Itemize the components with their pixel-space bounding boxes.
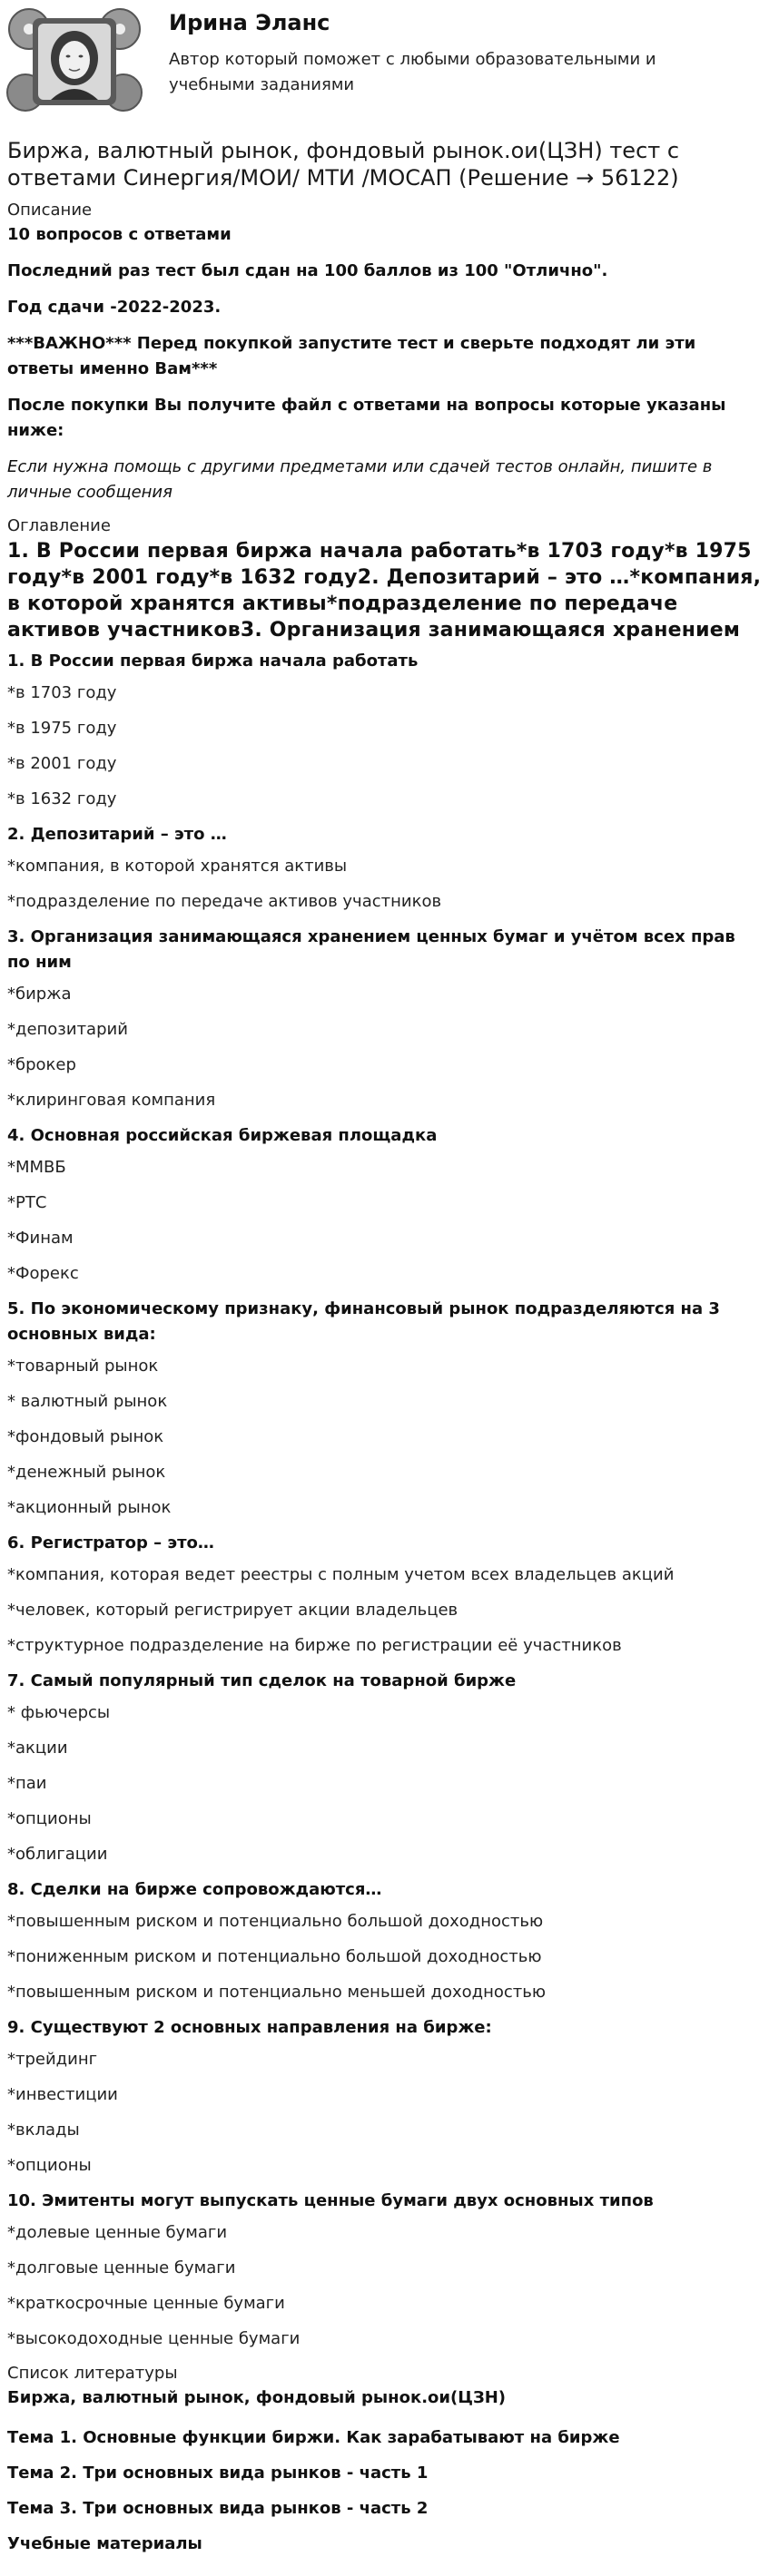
answer-option: *высокодоходные ценные бумаги: [7, 2329, 301, 2348]
answer-option: *подразделение по передаче активов участников: [7, 892, 442, 911]
answer-option: *денежный рынок: [7, 1463, 166, 1482]
answer-option: *вклады: [7, 2121, 80, 2140]
answer-option: *пониженным риском и потенциально большой доходностью: [7, 1947, 542, 1966]
answer-option: *акции: [7, 1739, 68, 1758]
answer-option: *акционный рынок: [7, 1498, 172, 1517]
author-description: Автор который поможет с любыми образовательными и учебными заданиями: [169, 50, 656, 94]
answer-option: *облигации: [7, 1845, 108, 1864]
answer-option: *долевые ценные бумаги: [7, 2223, 228, 2242]
answer-option: *компания, которая ведет реестры с полным учетом всех владельцев акций: [7, 1565, 675, 1584]
answer-option: *Форекс: [7, 1264, 79, 1283]
answer-option: *товарный рынок: [7, 1357, 159, 1376]
literature-section: [7, 2362, 762, 2557]
page-title: Биржа, валютный рынок, фондовый рынок.ои(ЦЗН) тест с ответами Синергия/МОИ/ МТИ /МОСАП (Решение → 56122): [7, 138, 680, 191]
answer-option: *опционы: [7, 1809, 92, 1828]
description-paragraph: ***ВАЖНО*** Перед покупкой запустите тест и сверьте подходят ли эти ответы именно Вам***: [7, 334, 696, 378]
answer-option: *в 1975 году: [7, 719, 117, 738]
description-paragraph: Год сдачи -2022-2023.: [7, 298, 222, 317]
answer-option: *трейдинг: [7, 2050, 98, 2069]
answer-option: *в 1703 году: [7, 683, 117, 702]
answer-option: * фьючерсы: [7, 1703, 111, 1722]
answer-option: *повышенным риском и потенциально меньшей доходностью: [7, 1983, 547, 2002]
answer-option: *клиринговая компания: [7, 1091, 216, 1110]
question-title: 2. Депозитарий – это …: [7, 825, 227, 844]
literature-item: Тема 2. Три основных вида рынков - часть 1: [7, 2463, 429, 2483]
answer-option: *структурное подразделение на бирже по регистрации её участников: [7, 1636, 622, 1655]
answer-option: *инвестиции: [7, 2085, 118, 2104]
answer-option: *опционы: [7, 2156, 92, 2175]
answer-option: *краткосрочные ценные бумаги: [7, 2294, 285, 2313]
question-title: 7. Самый популярный тип сделок на товарной бирже: [7, 1671, 517, 1690]
question-title: 3. Организация занимающаяся хранением ценных бумаг и учётом всех прав по ним: [7, 927, 735, 972]
main-content: [0, 137, 769, 2557]
question-title: 4. Основная российская биржевая площадка: [7, 1126, 438, 1145]
question-title: 9. Существуют 2 основных направления на бирже:: [7, 2018, 492, 2037]
question-title: 8. Сделки на бирже сопровождаются…: [7, 1880, 382, 1899]
answer-option: *компания, в которой хранятся активы: [7, 857, 348, 876]
description-note: Если нужна помощь с другими предметами или сдачей тестов онлайн, пишите в личные сообщения: [7, 457, 713, 502]
answer-option: *ММВБ: [7, 1158, 66, 1177]
description-paragraph: 10 вопросов с ответами: [7, 225, 232, 244]
toc-section: [7, 514, 762, 2352]
question-title: 6. Регистратор – это…: [7, 1533, 214, 1552]
question-title: 1. В России первая биржа начала работать: [7, 651, 419, 671]
literature-item: Тема 1. Основные функции биржи. Как зарабатывают на бирже: [7, 2428, 620, 2447]
avatar-photo-icon[interactable]: [5, 5, 143, 114]
answer-option: *депозитарий: [7, 1020, 128, 1039]
description-label: Описание: [7, 201, 93, 220]
question-title: 5. По экономическому признаку, финансовый рынок подразделяются на 3 основных вида:: [7, 1299, 720, 1344]
literature-item: Биржа, валютный рынок, фондовый рынок.ои(ЦЗН): [7, 2388, 507, 2407]
answer-option: *человек, который регистрирует акции владельцев: [7, 1601, 458, 1620]
answer-option: *в 2001 году: [7, 754, 117, 773]
literature-label: Список литературы: [7, 2364, 178, 2383]
answer-option: *РТС: [7, 1193, 47, 1212]
answer-option: *фондовый рынок: [7, 1427, 164, 1446]
description-paragraph: После покупки Вы получите файл с ответами на вопросы которые указаны ниже:: [7, 396, 726, 440]
answer-option: *в 1632 году: [7, 789, 117, 808]
answer-option: *Финам: [7, 1229, 74, 1248]
answer-option: *долговые ценные бумаги: [7, 2258, 236, 2277]
toc-heading: 1. В России первая биржа начала работать*в 1703 году*в 1975 году*в 2001 году*в 1632 году2. Депозитарий – это …*компания, в которой хранятся активы*подразделение по передаче активов участников3. Организация занимающаяся хранением: [7, 540, 762, 642]
literature-item: Учебные материалы: [7, 2534, 202, 2553]
answer-option: *повышенным риском и потенциально большой доходностью: [7, 1912, 544, 1931]
answer-option: *паи: [7, 1774, 47, 1793]
author-name[interactable]: Ирина Эланс: [169, 10, 330, 35]
answer-option: *брокер: [7, 1055, 76, 1074]
author-header: [0, 0, 769, 127]
literature-item: Тема 3. Три основных вида рынков - часть 2: [7, 2499, 429, 2518]
description-paragraph: Последний раз тест был сдан на 100 баллов из 100 "Отлично".: [7, 261, 608, 280]
answer-option: * валютный рынок: [7, 1392, 168, 1411]
answer-option: *биржа: [7, 984, 72, 1004]
toc-label: Оглавление: [7, 516, 111, 535]
question-list: [7, 649, 762, 2352]
question-title: 10. Эмитенты могут выпускать ценные бумаги двух основных типов: [7, 2191, 654, 2210]
description-section: [7, 199, 762, 505]
